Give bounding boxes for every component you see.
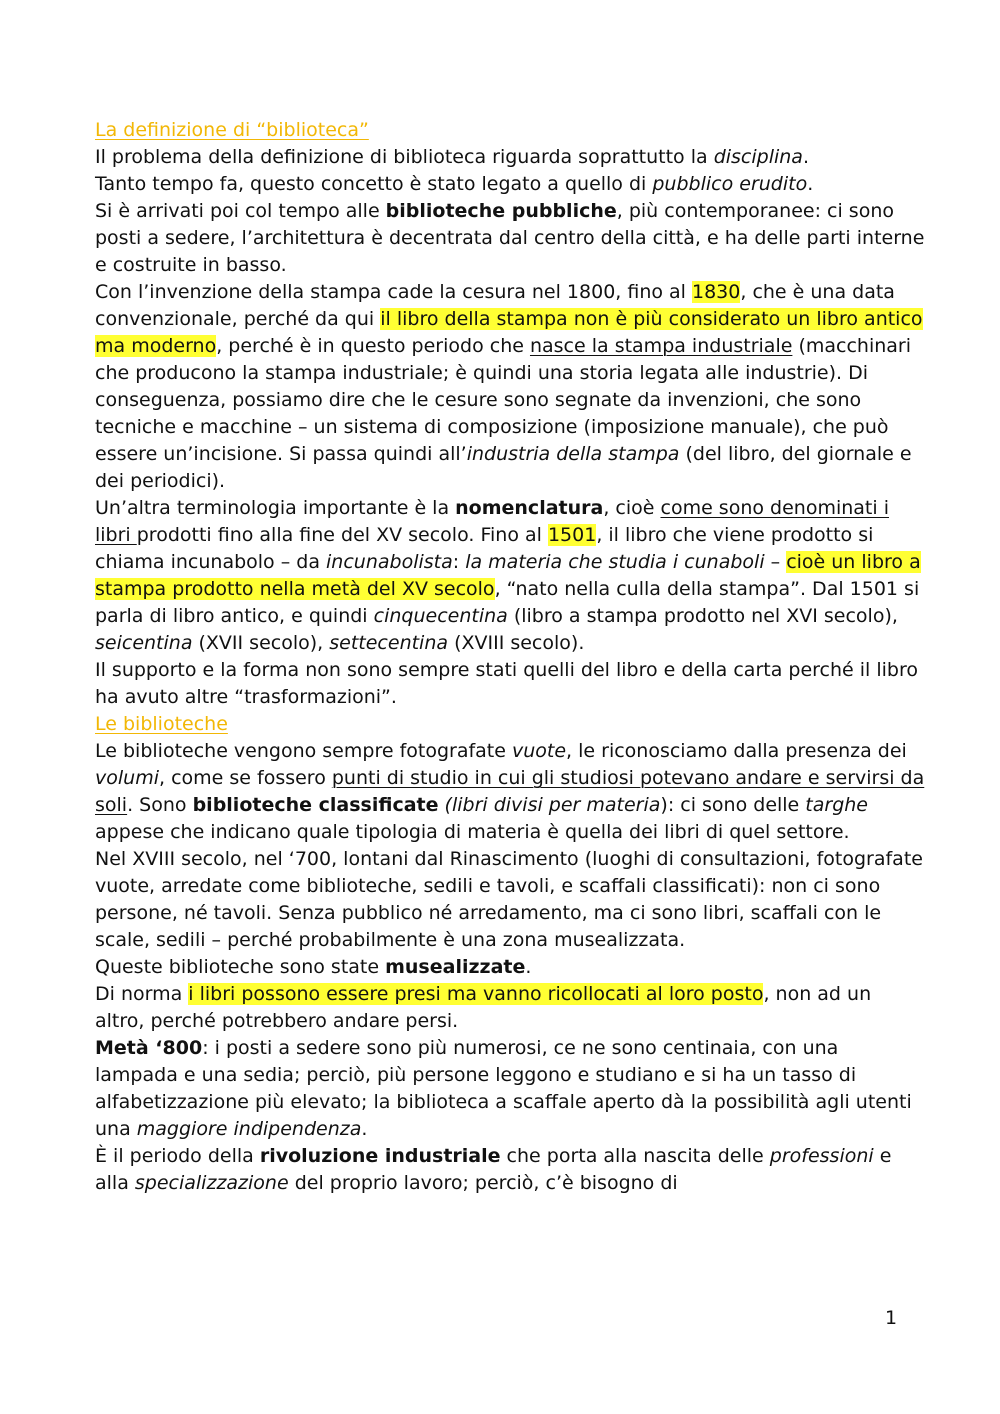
text-run: appese che indicano quale tipologia di materia è quella dei libri di quel settore. xyxy=(95,821,850,843)
heading-text: Le biblioteche xyxy=(95,713,228,735)
highlighted-text: il libro della stampa non è più considerato un libro antico ma moderno xyxy=(95,308,923,357)
italic-term: industria della stampa xyxy=(466,443,680,465)
highlighted-text: 1830 xyxy=(692,281,741,303)
text-run: . xyxy=(807,173,814,195)
text-run: , “nato nella culla della stampa”. Dal 1501 si parla di libro antico, e quindi xyxy=(95,578,920,627)
text-run: (del libro, del giornale e dei periodici). xyxy=(95,443,912,492)
bold-term: rivoluzione industriale xyxy=(259,1145,501,1167)
text-run: Queste biblioteche sono state xyxy=(95,956,386,978)
text-run: . xyxy=(802,146,810,168)
text-run: (macchinari che producono la stampa industriale; è quindi una storia legata alle industrie). Di conseguenza, possiamo dire che le cesure sono segnate da invenzioni, che sono tecniche e macchine – un sistema di composizione (imposizione manuale), che può essere un’incisione. Si passa quindi all’ xyxy=(95,335,911,465)
bold-term: musealizzate xyxy=(385,956,526,978)
text-run: : xyxy=(452,551,466,573)
section-heading-libraries xyxy=(95,711,925,738)
paragraph-norm xyxy=(95,981,925,1035)
text-run: Le biblioteche vengono sempre fotografate xyxy=(95,740,512,762)
text-run: del proprio lavoro; perciò, c’è bisogno di xyxy=(288,1172,678,1194)
text-run: Con l’invenzione della stampa cade la cesura nel 1800, fino al xyxy=(95,281,692,303)
italic-term: (libri divisi per materia xyxy=(438,794,661,816)
text-run: , non ad un altro, perché potrebbero andare persi. xyxy=(95,983,872,1032)
text-run: : i posti a sedere sono più numerosi, ce ne sono centinaia, con una lampada e una sedia; perciò, più persone leggono e studiano e si ha un tasso di alfabetizzazione più elevato; la biblioteca a scaffale aperto dà la possibilità agli utenti una xyxy=(95,1037,912,1140)
underlined-text: punti di studio in cui gli studiosi potevano andare e servirsi da soli xyxy=(95,767,925,816)
underlined-text: come sono denominati i libri xyxy=(95,497,889,546)
italic-term: seicentina xyxy=(95,632,193,654)
bold-term: biblioteche classificate xyxy=(192,794,439,816)
heading-text: La definizione di “biblioteca” xyxy=(95,119,369,141)
text-run: Tanto tempo fa, questo concetto è stato legato a quello di xyxy=(95,173,653,195)
text-run: È il periodo della xyxy=(95,1145,260,1167)
text-run: Un’altra terminologia importante è la xyxy=(95,497,456,519)
text-run: , come se fossero xyxy=(158,767,332,789)
text-run: che porta alla nascita delle xyxy=(500,1145,770,1167)
italic-term: incunabolista xyxy=(326,551,453,573)
bold-term: biblioteche pubbliche xyxy=(385,200,617,222)
paragraph-industrial-revolution xyxy=(95,1143,925,1197)
italic-term: targhe xyxy=(805,794,868,816)
text-run: . xyxy=(361,1118,368,1140)
document-body xyxy=(95,117,925,1197)
italic-term: la materia che studia i cunaboli xyxy=(465,551,765,573)
bold-term: Metà ‘800 xyxy=(95,1037,203,1059)
paragraph-erudite-public xyxy=(95,171,925,198)
italic-term: disciplina xyxy=(713,146,803,168)
text-run: Si è arrivati poi col tempo alle xyxy=(95,200,386,222)
text-run: , cioè xyxy=(603,497,661,519)
text-run: (XVII secolo), xyxy=(192,632,330,654)
paragraph-mid-800 xyxy=(95,1035,925,1143)
italic-term: vuote xyxy=(511,740,567,762)
page-number: 1 xyxy=(885,1307,898,1329)
text-run: , che è una data convenzionale, perché da qui xyxy=(95,281,895,330)
highlighted-text: i libri possono essere presi ma vanno ricollocati al loro posto xyxy=(188,983,764,1005)
text-run: Di norma xyxy=(95,983,189,1005)
paragraph-print-invention xyxy=(95,279,925,495)
text-run: . xyxy=(525,956,532,978)
paragraph-support-form: Il supporto e la forma non sono sempre stati quelli del libro e della carta perché il libro ha avuto altre “trasformazioni”. xyxy=(95,659,918,708)
italic-term: professioni xyxy=(769,1145,874,1167)
text-run: (libro a stampa prodotto nel XVI secolo), xyxy=(507,605,898,627)
italic-term: settecentina xyxy=(329,632,449,654)
text-run: ): ci sono delle xyxy=(660,794,806,816)
text-run: , le riconosciamo dalla presenza dei xyxy=(566,740,907,762)
paragraph-eighteenth-century: Nel XVIII secolo, nel ‘700, lontani dal Rinascimento (luoghi di consultazioni, fotografate vuote, arredate come biblioteche, sedili e tavoli, e scaffali classificati): non ci sono persone, né tavoli. Senza pubblico né arredamento, ma ci sono libri, scaffali con le scale, sedili – perché probabilmente è una zona musealizzata. xyxy=(95,848,923,951)
paragraph-definition-problem xyxy=(95,144,925,171)
highlighted-text: 1501 xyxy=(547,524,597,546)
paragraph-public-libraries xyxy=(95,198,925,279)
text-run: (XVIII secolo). xyxy=(448,632,585,654)
paragraph-musealized xyxy=(95,954,925,981)
paragraph-nomenclature xyxy=(95,495,925,657)
italic-term: volumi xyxy=(95,767,159,789)
text-run: . Sono xyxy=(127,794,193,816)
italic-term: pubblico erudito xyxy=(652,173,808,195)
paragraph-libraries-photographed xyxy=(95,738,925,846)
section-heading-definition xyxy=(95,117,925,144)
italic-term: specializzazione xyxy=(134,1172,289,1194)
bold-term: nomenclatura xyxy=(455,497,604,519)
underlined-text: nasce la stampa industriale xyxy=(529,335,793,357)
text-run: , perché è in questo periodo che xyxy=(216,335,530,357)
italic-term: cinquecentina xyxy=(373,605,508,627)
text-run: – xyxy=(764,551,787,573)
text-run: , il libro che viene prodotto si chiama incunabolo – da xyxy=(95,524,874,573)
highlighted-text: cioè un libro a stampa prodotto nella metà del XV secolo xyxy=(95,551,921,600)
text-run: e alla xyxy=(95,1145,892,1194)
italic-term: maggiore indipendenza xyxy=(136,1118,362,1140)
text-run: , più contemporanee: ci sono posti a sedere, l’architettura è decentrata dal centro della città, e ha delle parti interne e costruite in basso. xyxy=(95,200,925,276)
text-run: Il problema della definizione di biblioteca riguarda soprattutto la xyxy=(95,146,714,168)
text-run: prodotti fino alla fine del XV secolo. Fino al xyxy=(136,524,548,546)
